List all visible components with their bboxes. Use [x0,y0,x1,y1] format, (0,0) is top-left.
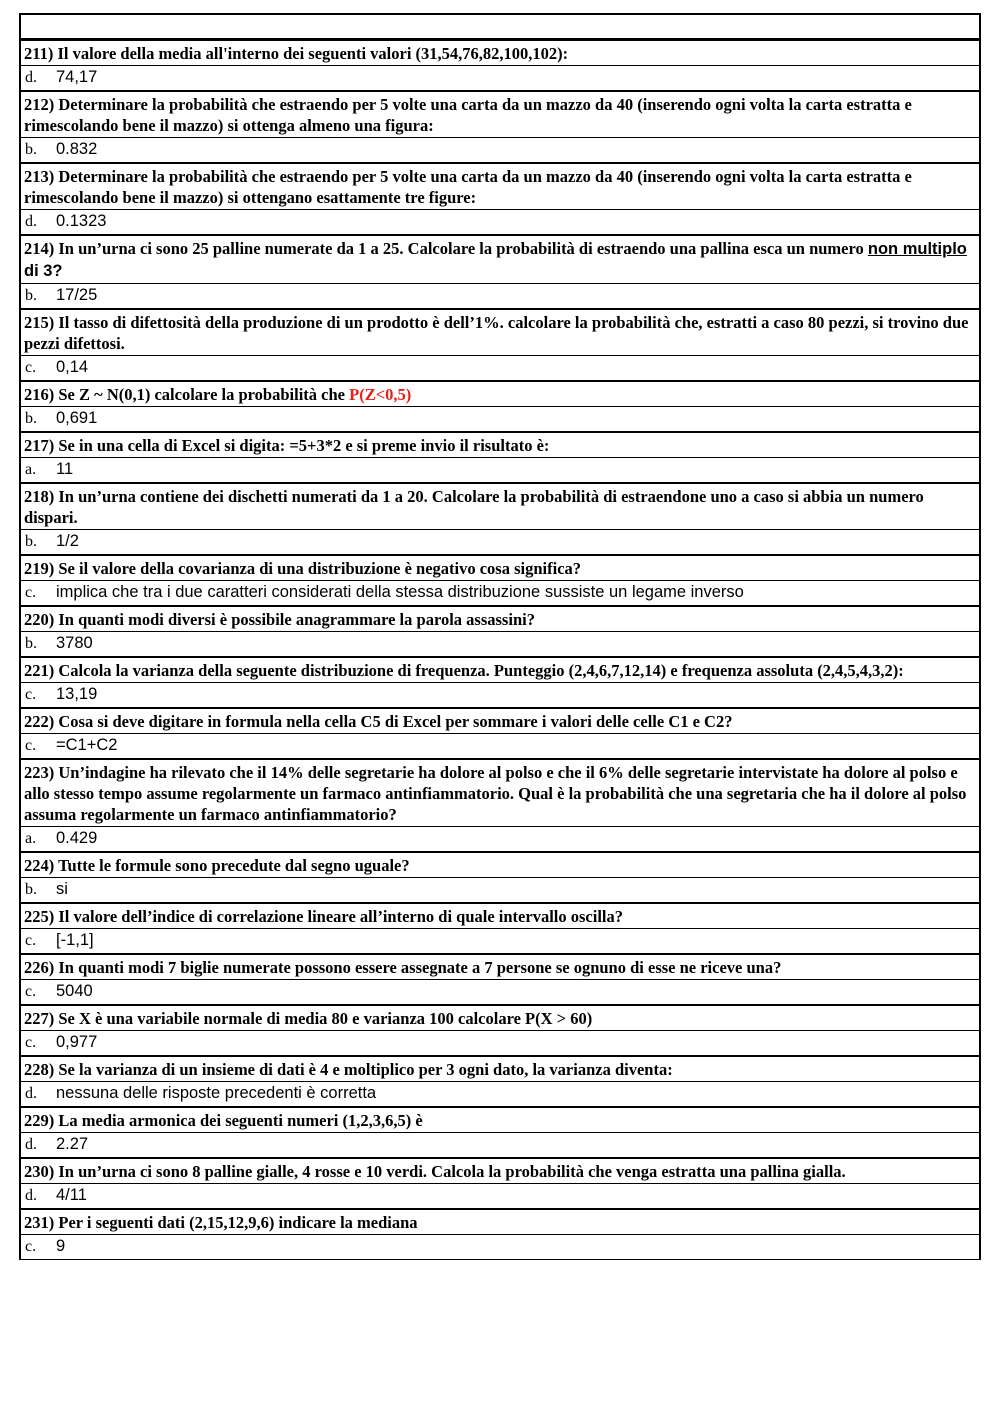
answer-text: 9 [56,1237,66,1255]
answer-letter: b. [25,410,37,427]
question-214 [21,234,979,283]
answer-215 [21,355,979,380]
question-text: 214) In un’urna ci sono 25 palline numerate da 1 a 25. Calcolare la probabilità di estraendo una pallina esca un numero [24,239,868,258]
question-216 [21,380,979,406]
question-213: 213) Determinare la probabilità che estraendo per 5 volte una carta da un mazzo da 40 (inserendo ogni volta la carta estratta e rimescolando bene il mazzo) si ottengano esattamente tre figure: [21,162,979,209]
question-231: 231) Per i seguenti dati (2,15,12,9,6) indicare la mediana [21,1208,979,1234]
answer-text: 3780 [56,634,93,652]
answer-text: 74,17 [56,68,98,86]
answer-220 [21,631,979,656]
answer-letter: c. [25,983,37,1000]
answer-text: nessuna delle risposte precedenti è corretta [56,1084,377,1102]
question-229: 229) La media armonica dei seguenti numeri (1,2,3,6,5) è [21,1106,979,1132]
answer-230 [21,1183,979,1208]
answer-225 [21,928,979,953]
question-219: 219) Se il valore della covarianza di una distribuzione è negativo cosa significa? [21,554,979,580]
answer-text: 0,14 [56,358,89,376]
answer-letter: d. [25,1136,37,1153]
question-225: 225) Il valore dell’indice di correlazione lineare all’interno di quale intervallo oscilla? [21,902,979,928]
answer-letter: c. [25,686,37,703]
answer-227 [21,1030,979,1055]
answer-224 [21,877,979,902]
answer-218 [21,529,979,554]
quiz-table [19,13,981,1260]
question-text-end: di 3? [24,262,63,280]
answer-letter: d. [25,213,37,230]
answer-letter: d. [25,1085,37,1102]
answer-text: 11 [56,460,74,478]
table-header-blank [21,15,979,39]
answer-letter: b. [25,881,37,898]
answer-letter: d. [25,69,37,86]
answer-212 [21,137,979,162]
answer-letter: a. [25,461,37,478]
answer-text: [-1,1] [56,931,94,949]
answer-213 [21,209,979,234]
answer-text: =C1+C2 [56,736,118,754]
answer-229 [21,1132,979,1157]
answer-letter: b. [25,533,37,550]
answer-text: 4/11 [56,1186,87,1204]
question-215: 215) Il tasso di difettosità della produzione di un prodotto è dell’1%. calcolare la probabilità che, estratti a caso 80 pezzi, si trovino due pezzi difettosi. [21,308,979,355]
answer-text: 5040 [56,982,93,1000]
answer-letter: c. [25,737,37,754]
answer-text: 13,19 [56,685,98,703]
answer-text: 2.27 [56,1135,89,1153]
answer-216 [21,406,979,431]
question-222: 222) Cosa si deve digitare in formula nella cella C5 di Excel per sommare i valori delle celle C1 e C2? [21,707,979,733]
answer-217 [21,457,979,482]
question-224: 224) Tutte le formule sono precedute dal segno uguale? [21,851,979,877]
answer-letter: c. [25,584,37,601]
answer-letter: b. [25,141,37,158]
answer-223 [21,826,979,851]
answer-219 [21,580,979,605]
answer-letter: c. [25,1034,37,1051]
answer-text: 0.1323 [56,212,107,230]
question-underlined-text: non multiplo [867,240,967,258]
question-226: 226) In quanti modi 7 biglie numerate possono essere assegnate a 7 persone se ognuno di esse ne riceve una? [21,953,979,979]
question-227: 227) Se X è una variabile normale di media 80 e varianza 100 calcolare P(X > 60) [21,1004,979,1030]
answer-text: si [56,880,68,898]
answer-letter: d. [25,1187,37,1204]
question-red-formula: P(Z<0,5) [349,385,412,404]
answer-text: 0,977 [56,1033,98,1051]
answer-text: 0,691 [56,409,98,427]
question-217: 217) Se in una cella di Excel si digita: =5+3*2 e si preme invio il risultato è: [21,431,979,457]
answer-228 [21,1081,979,1106]
answer-211 [21,65,979,90]
question-212: 212) Determinare la probabilità che estraendo per 5 volte una carta da un mazzo da 40 (inserendo ogni volta la carta estratta e rimescolando bene il mazzo) si ottenga almeno una figura: [21,90,979,137]
answer-226 [21,979,979,1004]
question-218: 218) In un’urna contiene dei dischetti numerati da 1 a 20. Calcolare la probabilità di estraendone uno a caso si abbia un numero dispari. [21,482,979,529]
answer-231 [21,1234,979,1259]
question-text: 216) Se Z ~ N(0,1) calcolare la probabilità che [24,385,350,404]
question-230: 230) In un’urna ci sono 8 palline gialle, 4 rosse e 10 verdi. Calcola la probabilità che venga estratta una pallina gialla. [21,1157,979,1183]
answer-text: 0.429 [56,829,98,847]
question-221: 221) Calcola la varianza della seguente distribuzione di frequenza. Punteggio (2,4,6,7,12,14) e frequenza assoluta (2,4,5,4,3,2): [21,656,979,682]
answer-222 [21,733,979,758]
question-211: 211) Il valore della media all'interno dei seguenti valori (31,54,76,82,100,102): [21,39,979,65]
answer-letter: a. [25,830,37,847]
question-220: 220) In quanti modi diversi è possibile anagrammare la parola assassini? [21,605,979,631]
table-bottom-border [21,1259,979,1260]
answer-text: 17/25 [56,286,98,304]
answer-letter: c. [25,1238,37,1255]
answer-text: implica che tra i due caratteri considerati della stessa distribuzione sussiste un legame inverso [56,583,744,601]
answer-text: 1/2 [56,532,79,550]
answer-letter: b. [25,287,37,304]
answer-text: 0.832 [56,140,98,158]
question-223: 223) Un’indagine ha rilevato che il 14% delle segretarie ha dolore al polso e che il 6% delle segretarie intervistate ha dolore al polso e allo stesso tempo assume regolarmente un farmaco antinfiammatorio. Qual è la probabilità che una segretaria che ha il dolore al polso assuma regolarmente un farmaco antinfiammatorio? [21,758,979,826]
answer-letter: c. [25,932,37,949]
question-228: 228) Se la varianza di un insieme di dati è 4 e moltiplico per 3 ogni dato, la varianza diventa: [21,1055,979,1081]
answer-letter: c. [25,359,37,376]
answer-221 [21,682,979,707]
answer-letter: b. [25,635,37,652]
answer-214 [21,283,979,308]
